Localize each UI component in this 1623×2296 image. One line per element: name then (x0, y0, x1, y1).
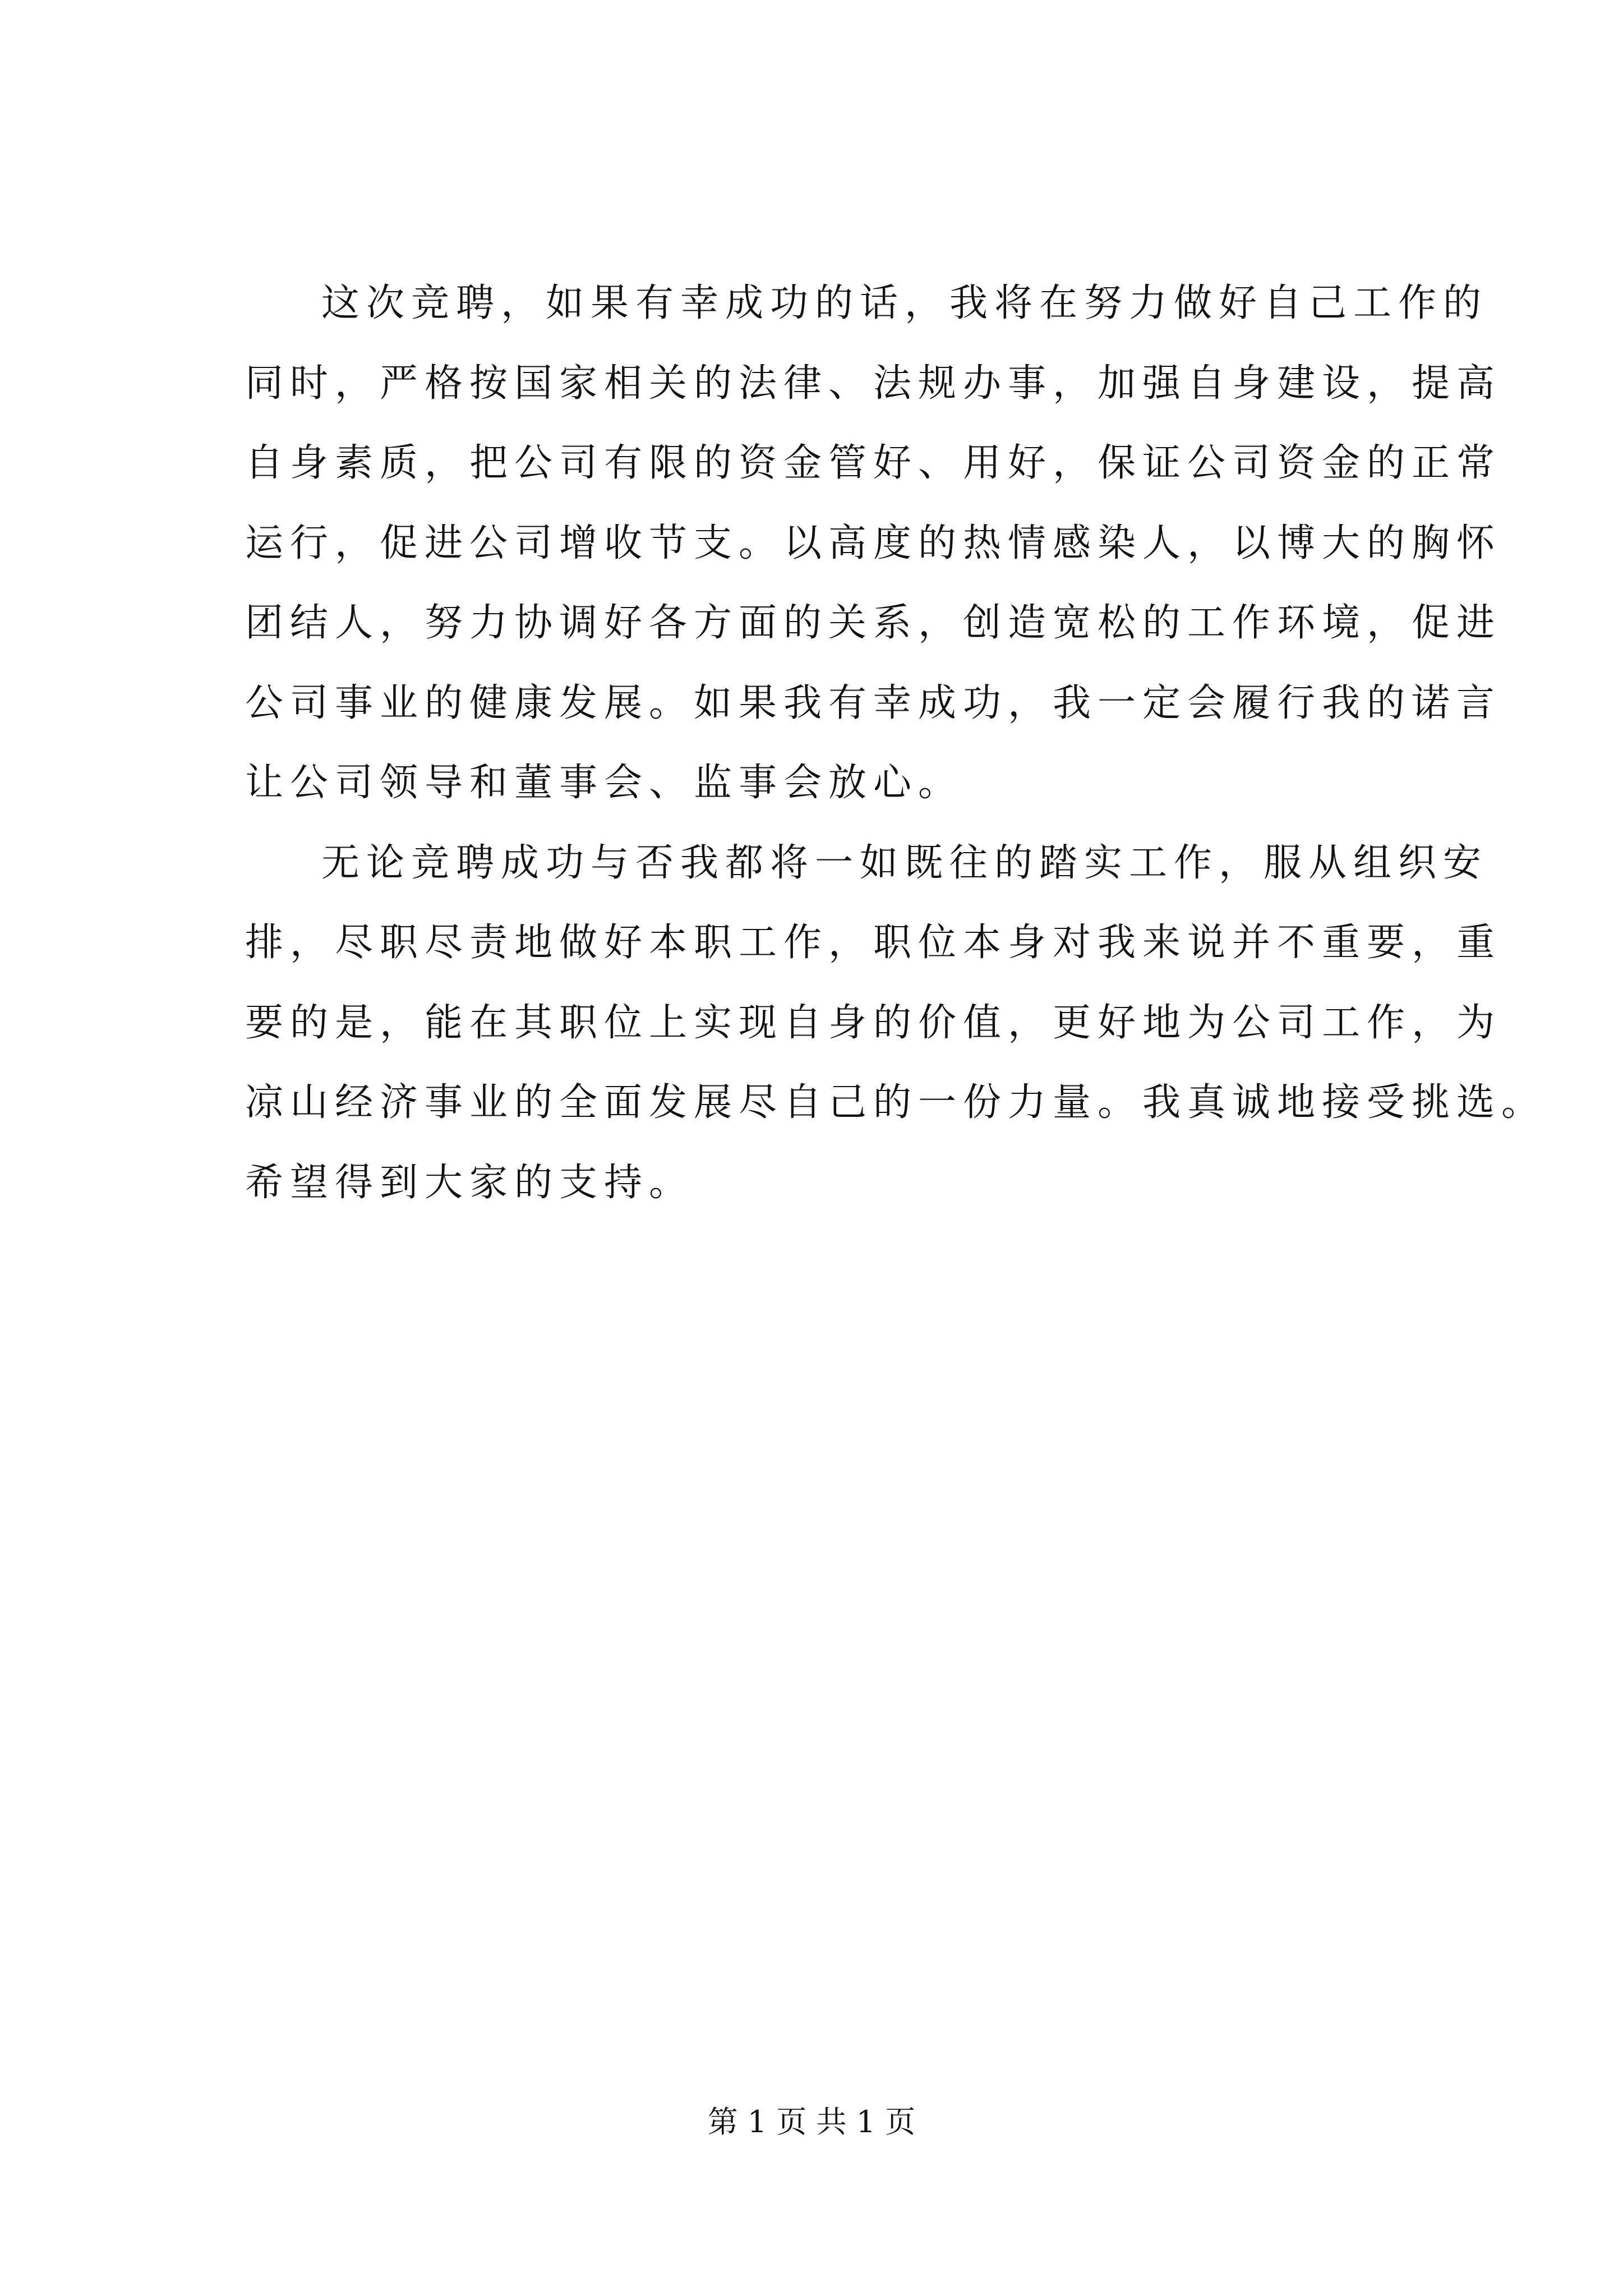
paragraph-1 (245, 264, 1502, 823)
paragraph-line: 让公司领导和董事会、监事会放心。 (245, 761, 963, 805)
document-body (245, 264, 1547, 1223)
paragraph-line: 运行，促进公司增收节支。以高度的热情感染人，以博大的胸怀 (245, 521, 1502, 565)
paragraph-line: 团结人，努力协调好各方面的关系，创造宽松的工作环境，促进 (245, 601, 1502, 645)
paragraph-line: 自身素质，把公司有限的资金管好、用好，保证公司资金的正常 (245, 441, 1502, 485)
paragraph-line: 希望得到大家的支持。 (245, 1160, 694, 1205)
paragraph-line: 同时，严格按国家相关的法律、法规办事，加强自身建设，提高 (245, 361, 1502, 406)
paragraph-line: 这次竞聘，如果有幸成功的话，我将在努力做好自己工作的 (321, 281, 1488, 325)
paragraph-line: 无论竞聘成功与否我都将一如既往的踏实工作，服从组织安 (321, 840, 1488, 885)
paragraph-line: 公司事业的健康发展。如果我有幸成功，我一定会履行我的诺言 (245, 680, 1502, 725)
paragraph-line: 要的是，能在其职位上实现自身的价值，更好地为公司工作，为 (245, 1000, 1502, 1045)
paragraph-2 (245, 823, 1547, 1223)
paragraph-line: 排，尽职尽责地做好本职工作，职位本身对我来说并不重要，重 (245, 921, 1502, 965)
paragraph-line: 凉山经济事业的全面发展尽自己的一份力量。我真诚地接受挑选。 (245, 1080, 1547, 1125)
page-footer: 第 1 页 共 1 页 (707, 2104, 916, 2139)
